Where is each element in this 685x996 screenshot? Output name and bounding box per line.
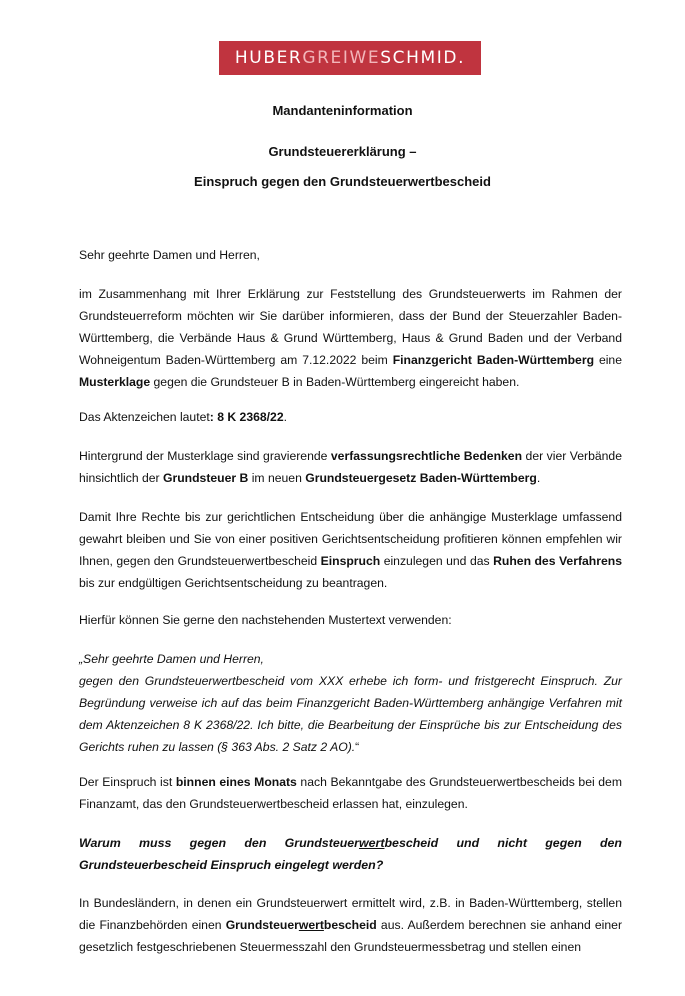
bold-text: Grundsteuer: [225, 918, 299, 932]
text: eine: [594, 353, 622, 367]
logo-part-greiwe: GREIWE: [302, 48, 381, 68]
question-heading-line2: Grundsteuerbescheid Einspruch eingelegt werden?: [79, 858, 384, 872]
text: nach Bekanntgabe des Grundsteuerwertbescheids bei dem Finanzamt, das den Grundsteuerwertbescheid erlassen hat, einzulegen.: [79, 775, 622, 811]
text: Das Aktenzeichen lautet: [79, 410, 210, 424]
text: im neuen: [248, 471, 306, 485]
underlined-text: wert: [359, 836, 385, 850]
bold-text: bescheid: [323, 918, 377, 932]
quote-body: gegen den Grundsteuerwertbescheid vom XXX erhebe ich form- und fristgerecht Einspruch. Zur Begründung verweise ich auf das beim Finanzgericht Baden-Württemberg anhängige Verfahren mit dem Aktenzeichen 8 K 2368/22. Ich bitte, die Bearbeitung der Einsprüche bis zur Entscheidung des Gerichts ruhen zu lassen (§ 363 Abs. 2 Satz 2 AO).: [79, 674, 622, 754]
logo-part-huber: HUBER: [234, 48, 303, 68]
text: .: [536, 471, 541, 485]
paragraph-aktenzeichen: [79, 406, 622, 428]
text: Damit Ihre Rechte bis zur gerichtlichen Entscheidung über die anhängige Musterklage umfassend gewahrt bleiben und Sie von einer positiven Gerichtsentscheidung profitieren können empfehlen wir Ihnen, gegen den Grundsteuerwertbescheid: [79, 510, 622, 568]
text: In Bundesländern, in denen ein Grundsteuerwert ermittelt wird, z.B. in Baden-Württemberg, stellen die Finanzbehörden einen: [79, 896, 622, 932]
text: Hintergrund der Musterklage sind gravierende: [79, 449, 331, 463]
paragraph-mustertext-intro: Hierfür können Sie gerne den nachstehenden Mustertext verwenden:: [79, 613, 452, 627]
paragraph-grundsteuerwert: [79, 892, 622, 958]
quote-close-mark: “: [355, 740, 360, 754]
logo-dot: .: [458, 48, 466, 68]
doc-heading-subtitle: Einspruch gegen den Grundsteuerwertbescheid: [194, 174, 491, 189]
text: bis zur endgültigen Gerichtsentscheidung zu beantragen.: [79, 576, 388, 590]
paragraph-frist: [79, 771, 622, 815]
quote-mustertext: [79, 648, 622, 758]
bold-text: Grundsteuergesetz Baden-Württemberg: [305, 471, 537, 485]
bold-text: Musterklage: [79, 375, 151, 389]
paragraph-musterklage: [79, 283, 622, 393]
bold-text: binnen eines Monats: [175, 775, 297, 789]
bold-text: : 8 K 2368/22: [209, 410, 284, 424]
text: einzulegen und das: [380, 554, 494, 568]
bold-text: Einspruch: [320, 554, 381, 568]
question-heading: [79, 832, 622, 854]
bold-text: Ruhen des Verfahrens: [493, 554, 622, 568]
bold-text: Finanzgericht Baden-Württemberg: [392, 353, 595, 367]
doc-heading-type: Mandanteninformation: [272, 103, 413, 118]
bold-text: verfassungsrechtliche Bedenken: [330, 449, 523, 463]
text: im Zusammenhang mit Ihrer Erklärung zur Feststellung des Grundsteuerwerts im Rahmen der Grundsteuerreform möchten wir Sie darüber informieren, dass der Bund der Steuerzahler Baden-Württemberg, die Verbände Haus & Grund Württemberg, Haus & Grund Baden und der Verband Wohneigentum Baden-Württemberg am 7.12.2022 beim: [79, 287, 622, 367]
text: Der Einspruch ist: [79, 775, 176, 789]
doc-heading-title: Grundsteuererklärung –: [268, 144, 417, 159]
text: .: [283, 410, 288, 424]
salutation: Sehr geehrte Damen und Herren,: [79, 248, 260, 262]
bold-text: Grundsteuer B: [163, 471, 249, 485]
company-logo: [219, 41, 481, 75]
text: bescheid und nicht gegen den: [384, 836, 622, 850]
text: gegen die Grundsteuer B in Baden-Württemberg eingereicht haben.: [150, 375, 520, 389]
text: der vier Verbände hinsichtlich der: [79, 449, 622, 485]
quote-salutation: „Sehr geehrte Damen und Herren,: [79, 652, 264, 666]
paragraph-empfehlung: [79, 506, 622, 594]
paragraph-hintergrund: [79, 445, 622, 489]
bold-underlined-text: wert: [298, 918, 324, 932]
logo-part-schmid: SCHMID: [380, 48, 459, 68]
text: aus. Außerdem berechnen sie anhand einer gesetzlich festgeschriebenen Steuermesszahl den Grundsteuermessbetrag und stellen einen: [79, 918, 623, 954]
text: Warum muss gegen den Grundsteuer: [79, 836, 359, 850]
